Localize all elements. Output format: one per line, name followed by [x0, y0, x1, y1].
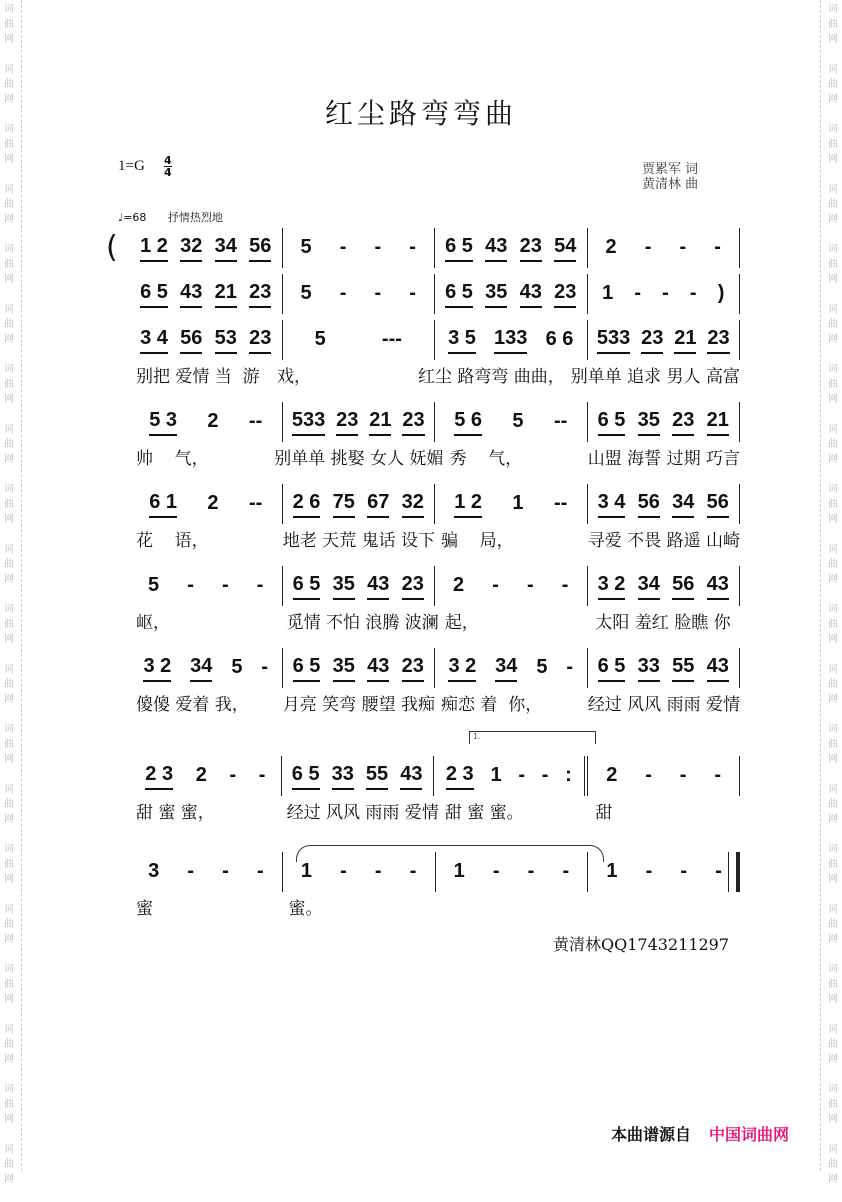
- lyric: 地老 天荒 鬼话 设下: [282, 531, 435, 551]
- note-group: _23: [707, 327, 729, 354]
- note-group: :: [565, 763, 572, 786]
- note-group: 5: [314, 327, 326, 350]
- watermark-text: 词 曲 网: [4, 664, 14, 705]
- lyric: 甜: [595, 803, 613, 823]
- note-group: _23: [249, 281, 271, 308]
- note-group: _35: [333, 655, 355, 682]
- measure: [130, 566, 283, 606]
- tempo-value: ♩=68: [118, 211, 147, 224]
- measure: [283, 484, 436, 524]
- note-group: 5: [300, 281, 312, 304]
- note-group: _34: [672, 491, 694, 518]
- note-group: _6 1: [149, 491, 177, 518]
- watermark-text: 词 曲 网: [828, 724, 838, 765]
- lyric: 骗 局，: [441, 531, 514, 551]
- dash-extension: -: [409, 281, 416, 304]
- note-group: _56: [249, 235, 271, 262]
- note-group: 1: [606, 859, 618, 882]
- lyric: 痴恋 着 你，: [441, 695, 543, 715]
- credits: [642, 162, 698, 192]
- measure: [588, 484, 741, 524]
- lyric: 觅情 不怕 浪腾 波澜: [286, 613, 439, 633]
- dash-extension: -: [645, 859, 653, 882]
- note-group: _53: [215, 327, 237, 354]
- note-group: _23: [641, 327, 663, 354]
- note-group: _55: [366, 763, 388, 790]
- time-top: 4: [164, 154, 172, 167]
- lyric: 太阳 羞红 脸瞧 你: [595, 613, 731, 633]
- measure: [283, 566, 436, 606]
- measure: [588, 566, 741, 606]
- lyric: 秀 气，: [449, 449, 523, 469]
- watermark-text: 词 曲 网: [4, 1144, 14, 1185]
- note-group: _23: [402, 655, 424, 682]
- dash-extension: -: [256, 573, 264, 596]
- dash-extension: -: [339, 235, 347, 258]
- measure: [130, 756, 282, 796]
- measure: [588, 402, 741, 442]
- dash-extension: -: [256, 859, 264, 882]
- dash-extension: ---: [381, 327, 402, 350]
- measure: [588, 648, 741, 688]
- note-group: _6 5: [598, 655, 626, 682]
- note-group: _75: [333, 491, 355, 518]
- dash-extension: -: [374, 281, 382, 304]
- dash-extension: -: [187, 859, 194, 882]
- watermark-text: 词 曲 网: [828, 244, 838, 285]
- dash-extension: -: [409, 859, 417, 882]
- measure: [435, 648, 588, 688]
- note-group: 1: [490, 763, 502, 786]
- note-group: _21: [707, 409, 729, 436]
- note-group: _533: [597, 327, 630, 354]
- measure: [588, 228, 741, 268]
- dash-extension: -: [644, 235, 652, 258]
- note-group: _23: [402, 573, 424, 600]
- dash-extension: -: [409, 235, 416, 258]
- note-group: 5: [512, 409, 524, 432]
- dash-extension: -: [566, 655, 574, 678]
- dash-extension: --: [553, 491, 568, 514]
- measure: [435, 484, 588, 524]
- note-group: _54: [554, 235, 576, 262]
- dash-extension: -: [229, 763, 237, 786]
- first-ending-bracket: 1.: [469, 731, 596, 744]
- note-group: _34: [638, 573, 660, 600]
- note-group: _23: [336, 409, 358, 436]
- footer-source-label: 本曲谱源自: [611, 1125, 692, 1144]
- note-group: _33: [332, 763, 354, 790]
- watermark-text: 词 曲 网: [828, 1084, 838, 1125]
- signature: 黄清林QQ1743211297: [553, 935, 730, 954]
- expression: 抒情热烈地: [167, 211, 223, 224]
- score-row: [130, 852, 740, 919]
- score-row: [130, 756, 740, 823]
- note-group: 5: [231, 655, 243, 678]
- watermark-text: 词 曲 网: [828, 544, 838, 585]
- note-group: _32: [180, 235, 202, 262]
- dash-extension: -: [374, 859, 382, 882]
- watermark-text: 词 曲 网: [4, 364, 14, 405]
- composer: 黄清林 曲: [642, 177, 699, 192]
- dash-extension: -: [492, 859, 500, 882]
- note-group: 1: [300, 859, 312, 882]
- open-parenthesis: (: [106, 230, 118, 265]
- lyric: 别单单 追求 男人 高富: [570, 367, 740, 387]
- watermark-text: 词 曲 网: [828, 4, 838, 45]
- score-row: [130, 402, 740, 469]
- lyric: 花 语，: [136, 531, 209, 551]
- measure: [435, 566, 588, 606]
- note-group: _1 2: [454, 491, 482, 518]
- measure: [130, 484, 283, 524]
- lyric: 红尘 路弯弯 曲曲，: [417, 367, 565, 387]
- watermark-text: 词 曲 网: [4, 424, 14, 465]
- score-row: [130, 566, 740, 633]
- measure: [283, 648, 436, 688]
- tie-arc: [296, 845, 604, 862]
- note-group: _21: [215, 281, 237, 308]
- lyric: 傻傻 爱着 我，: [136, 695, 249, 715]
- watermark-text: 词 曲 网: [4, 244, 14, 285]
- lyric: 山盟 海誓 过期 巧言: [587, 449, 740, 469]
- watermark-text: 词 曲 网: [828, 664, 838, 705]
- lyric: 经过 风风 雨雨 爱情: [286, 803, 439, 823]
- note-group: _6 5: [292, 763, 320, 790]
- watermark-left: [2, 0, 16, 1202]
- song-title: 红尘路弯弯曲: [324, 97, 517, 130]
- lyric: 帅 气，: [136, 449, 209, 469]
- note-group: _133: [494, 327, 527, 354]
- note-group: _3 4: [140, 327, 168, 354]
- note-group: _56: [707, 491, 729, 518]
- time-bottom: 4: [164, 166, 172, 179]
- watermark-text: 词 曲 网: [828, 64, 838, 105]
- dash-extension: -: [374, 235, 382, 258]
- note-group: _6 5: [293, 655, 321, 682]
- measure: [588, 756, 740, 796]
- note-group: _3 2: [448, 655, 476, 682]
- dash-extension: -: [679, 235, 687, 258]
- dash-extension: -: [634, 281, 641, 304]
- note-group: 1: [512, 491, 524, 514]
- note-group: _56: [672, 573, 694, 600]
- note-group: _533: [292, 409, 325, 436]
- watermark-text: 词 曲 网: [4, 304, 14, 345]
- watermark-text: 词 曲 网: [828, 364, 838, 405]
- watermark-text: 词 曲 网: [4, 604, 14, 645]
- dash-extension: -: [340, 859, 347, 882]
- measure: [130, 648, 283, 688]
- note-group: _23: [672, 409, 694, 436]
- note-group: _32: [402, 491, 424, 518]
- note-group: _2 6: [293, 491, 321, 518]
- note-group: _23: [402, 409, 424, 436]
- note-group: 6 6: [545, 327, 574, 350]
- footer-source: [611, 1122, 789, 1145]
- dash-extension: -: [492, 573, 499, 596]
- dash-extension: -: [339, 281, 347, 304]
- lyric: 戏，: [276, 367, 311, 387]
- measure: [130, 228, 283, 268]
- note-group: _3 2: [598, 573, 626, 600]
- dash-extension: -: [714, 763, 721, 786]
- note-group: _5 3: [149, 409, 177, 436]
- watermark-text: 词 曲 网: [828, 484, 838, 525]
- note-group: _43: [400, 763, 422, 790]
- left-margin-line: [21, 0, 22, 1171]
- tempo-marking: [118, 209, 241, 225]
- dash-extension: -: [645, 763, 652, 786]
- note-group: _43: [520, 281, 542, 308]
- watermark-text: 词 曲 网: [4, 4, 14, 45]
- watermark-text: 词 曲 网: [828, 1024, 838, 1065]
- note-group: 2: [207, 491, 219, 514]
- note-group: _6 5: [140, 281, 168, 308]
- watermark-text: 词 曲 网: [4, 844, 14, 885]
- watermark-text: 词 曲 网: [4, 784, 14, 825]
- note-group: _6 5: [293, 573, 321, 600]
- note-group: _2 3: [446, 763, 474, 790]
- note-group: _35: [485, 281, 507, 308]
- watermark-text: 词 曲 网: [4, 724, 14, 765]
- dash-extension: -: [527, 859, 535, 882]
- measure: [130, 852, 283, 892]
- lyric: 经过 风风 雨雨 爱情: [587, 695, 740, 715]
- score-row: [130, 320, 740, 387]
- note-group: _43: [367, 573, 389, 600]
- dash-extension: -: [715, 859, 722, 882]
- note-group: _2 3: [145, 763, 173, 790]
- watermark-text: 词 曲 网: [828, 844, 838, 885]
- dash-extension: -: [518, 763, 525, 786]
- watermark-text: 词 曲 网: [4, 124, 14, 165]
- dash-extension: -: [561, 573, 569, 596]
- note-group: _6 5: [445, 281, 473, 308]
- measure: [588, 274, 741, 314]
- lyric: [588, 894, 741, 919]
- note-group: _23: [520, 235, 542, 262]
- note-group: 2: [605, 235, 617, 258]
- note-group: _43: [485, 235, 507, 262]
- lyricist: 贾累军 词: [642, 162, 699, 177]
- dash-extension: -: [541, 763, 549, 786]
- lyric: 蜜。: [288, 899, 323, 919]
- watermark-text: 词 曲 网: [828, 1144, 838, 1185]
- note-group: _34: [495, 655, 517, 682]
- key-signature: 1=G: [118, 158, 145, 174]
- note-group: _35: [638, 409, 660, 436]
- watermark-text: 词 曲 网: [4, 964, 14, 1005]
- dash-extension: --: [248, 491, 263, 514]
- dash-extension: -: [714, 235, 721, 258]
- dash-extension: --: [553, 409, 568, 432]
- measure: [130, 320, 283, 360]
- dash-extension: -: [526, 573, 534, 596]
- score-row: [130, 484, 740, 551]
- note-group: _3 2: [143, 655, 171, 682]
- measure: [130, 274, 283, 314]
- measure: [435, 274, 588, 314]
- note-group: _6 5: [598, 409, 626, 436]
- measure: [435, 320, 588, 360]
- lyric: 月亮 笑弯 腰望 我痴: [282, 695, 435, 715]
- footer-site-link[interactable]: 中国词曲网: [709, 1125, 790, 1144]
- watermark-text: 词 曲 网: [4, 544, 14, 585]
- lyric: 起，: [444, 613, 479, 633]
- note-group: _55: [672, 655, 694, 682]
- measure: [283, 274, 436, 314]
- measure: [588, 320, 741, 360]
- note-group: _21: [674, 327, 696, 354]
- note-group: _34: [190, 655, 212, 682]
- measure: [283, 228, 436, 268]
- dash-extension: -: [689, 281, 697, 304]
- watermark-text: 词 曲 网: [4, 64, 14, 105]
- note-group: 5: [300, 235, 312, 258]
- dash-extension: --: [248, 409, 263, 432]
- lyric: 岖，: [136, 613, 170, 633]
- right-margin-line: [820, 0, 821, 1171]
- dash-extension: -: [680, 859, 688, 882]
- note-group: _43: [707, 655, 729, 682]
- note-group: ): [717, 281, 725, 304]
- watermark-text: 词 曲 网: [828, 784, 838, 825]
- dash-extension: -: [222, 859, 229, 882]
- note-group: _6 5: [445, 235, 473, 262]
- lyric: 别把 爱情 当 游: [136, 367, 260, 387]
- score-row: [130, 648, 740, 715]
- score-row: [130, 274, 740, 316]
- note-group: 5: [536, 655, 548, 678]
- note-group: 1: [602, 281, 614, 304]
- note-group: 1: [453, 859, 465, 882]
- measure: [282, 756, 434, 796]
- note-group: _56: [180, 327, 202, 354]
- watermark-right: [826, 0, 840, 1202]
- watermark-text: 词 曲 网: [828, 964, 838, 1005]
- measure: [434, 756, 589, 796]
- watermark-text: 词 曲 网: [4, 1024, 14, 1065]
- watermark-text: 词 曲 网: [4, 484, 14, 525]
- note-group: 3: [148, 859, 160, 882]
- note-group: _3 4: [598, 491, 626, 518]
- watermark-text: 词 曲 网: [4, 184, 14, 225]
- watermark-text: 词 曲 网: [4, 1084, 14, 1125]
- dash-extension: -: [679, 763, 687, 786]
- note-group: 5: [148, 573, 160, 596]
- measure: [130, 402, 283, 442]
- note-group: _1 2: [140, 235, 168, 262]
- note-group: _67: [367, 491, 389, 518]
- note-group: 2: [453, 573, 465, 596]
- note-group: _34: [215, 235, 237, 262]
- note-group: _21: [369, 409, 391, 436]
- lyric: 蜜: [136, 899, 153, 919]
- dash-extension: -: [258, 763, 266, 786]
- lyric: [435, 894, 588, 919]
- dash-extension: -: [261, 655, 269, 678]
- watermark-text: 词 曲 网: [828, 184, 838, 225]
- note-group: _23: [249, 327, 271, 354]
- watermark-text: 词 曲 网: [828, 124, 838, 165]
- note-group: 2: [195, 763, 207, 786]
- watermark-text: 词 曲 网: [828, 904, 838, 945]
- note-group: _43: [180, 281, 202, 308]
- lyric: 别单单 挑娶 女人 妩媚: [274, 449, 444, 469]
- note-group: _43: [707, 573, 729, 600]
- note-group: _5 6: [454, 409, 482, 436]
- dash-extension: -: [187, 573, 194, 596]
- score-row: [106, 228, 740, 270]
- dash-extension: -: [221, 573, 229, 596]
- measure: [283, 320, 436, 360]
- watermark-text: 词 曲 网: [4, 904, 14, 945]
- note-group: _43: [367, 655, 389, 682]
- watermark-text: 词 曲 网: [828, 304, 838, 345]
- lyric: 甜 蜜 蜜。: [444, 803, 524, 823]
- note-group: _3 5: [448, 327, 476, 354]
- note-group: _33: [638, 655, 660, 682]
- measure: [435, 402, 588, 442]
- dash-extension: -: [562, 859, 570, 882]
- measure: [435, 228, 588, 268]
- note-group: _56: [638, 491, 660, 518]
- dash-extension: -: [662, 281, 669, 304]
- measure: [283, 402, 436, 442]
- measure: [588, 852, 740, 892]
- note-group: _35: [333, 573, 355, 600]
- lyric: 甜 蜜 蜜，: [136, 803, 215, 823]
- watermark-text: 词 曲 网: [828, 604, 838, 645]
- lyric: 寻爱 不畏 路遥 山崎: [587, 531, 740, 551]
- watermark-text: 词 曲 网: [828, 424, 838, 465]
- time-signature: [164, 155, 172, 178]
- note-group: 2: [606, 763, 618, 786]
- note-group: _23: [554, 281, 576, 308]
- note-group: 2: [207, 409, 219, 432]
